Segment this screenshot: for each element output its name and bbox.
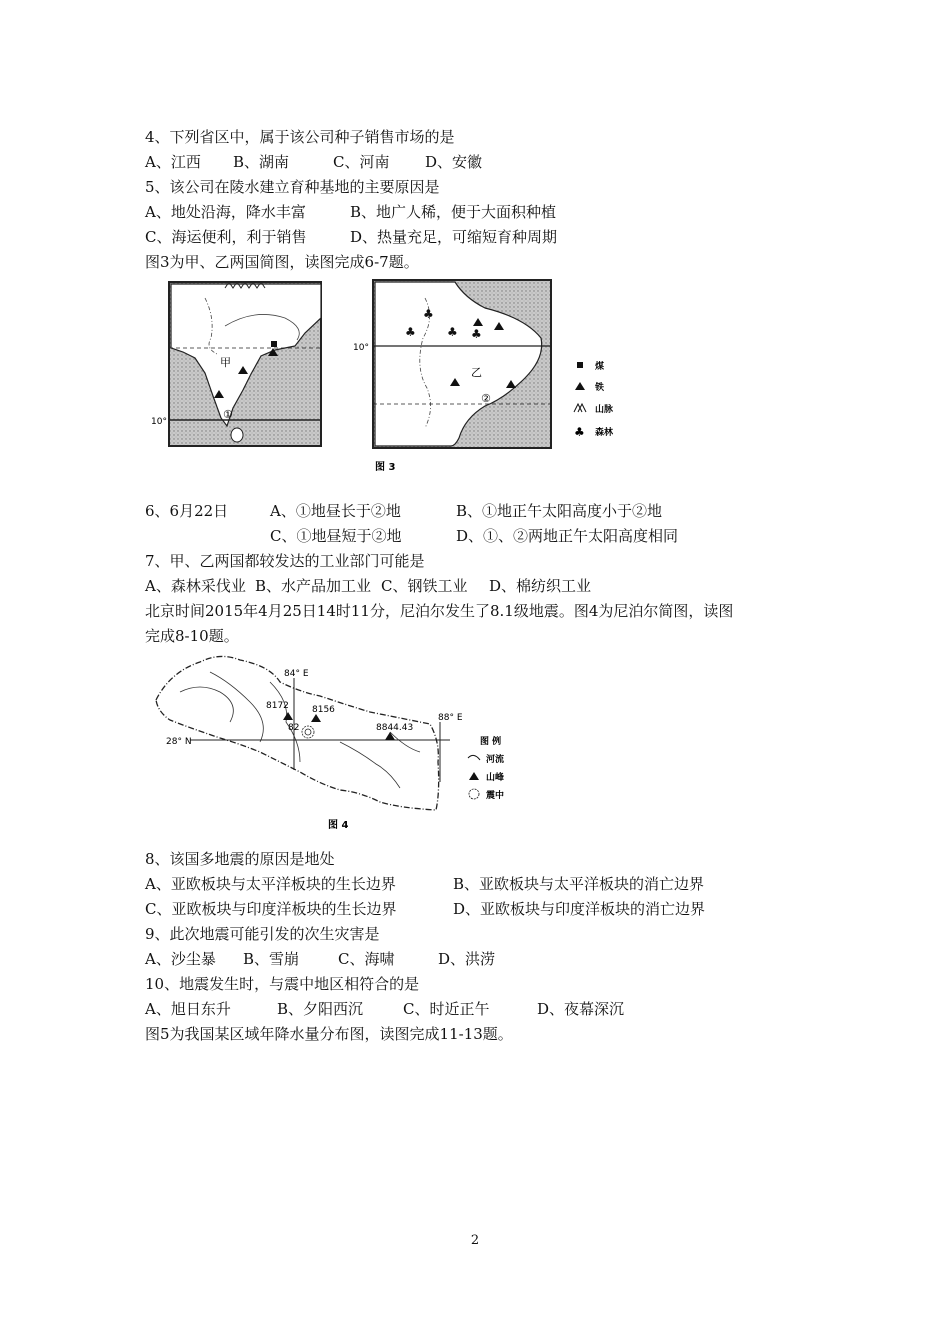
lon-88-label: 88° E <box>438 713 463 723</box>
intro-8-10-line1: 北京时间2015年4月25日14时11分，尼泊尔发生了8.1级地震。图4为尼泊尔简图，读图 <box>145 602 734 620</box>
option-c: C、时近正午 <box>403 1000 490 1018</box>
intro-6-7: 图3为甲、乙两国简图，读图完成6-7题。 <box>145 253 419 271</box>
lat-label-left: 10° <box>151 417 167 427</box>
river-symbol <box>468 755 480 760</box>
question-8-options-row2 <box>145 899 705 919</box>
option-d: D、亚欧板块与印度洋板块的消亡边界 <box>453 900 706 918</box>
label-yi: 乙 <box>471 366 482 379</box>
option-d: D、洪涝 <box>438 950 496 968</box>
label-jia: 甲 <box>220 356 231 369</box>
option-d: D、①、②两地正午太阳高度相同 <box>456 527 679 545</box>
option-a: A、江西 <box>145 153 201 171</box>
option-a: A、地处沿海，降水丰富 <box>145 203 306 221</box>
iron-symbol <box>575 382 585 390</box>
mountain-symbol <box>574 404 586 412</box>
legend-coal: 煤 <box>595 362 605 372</box>
svg-text:♣: ♣ <box>471 327 482 341</box>
figure-4-caption: 图 4 <box>328 820 349 831</box>
legend-peak: 山峰 <box>486 773 505 783</box>
option-b: B、亚欧板块与太平洋板块的消亡边界 <box>453 875 705 893</box>
option-d: D、棉纺织工业 <box>489 577 592 595</box>
question-4-options <box>145 152 482 172</box>
question-5-options-row1 <box>145 202 556 222</box>
lon-84-label: 84° E <box>284 669 309 679</box>
figure-3-legend <box>574 360 614 439</box>
question-7-options <box>145 576 591 596</box>
coal-symbol <box>577 362 583 368</box>
intro-8-10-line2: 完成8-10题。 <box>145 627 239 645</box>
legend-title: 图 例 <box>480 737 502 747</box>
question-6-stem: 6、6月22日 <box>145 502 229 520</box>
marker-2: ② <box>481 392 491 405</box>
option-c: C、海啸 <box>338 950 395 968</box>
page-number: 2 <box>470 1233 480 1248</box>
legend-forest: 森林 <box>595 428 614 438</box>
map-yi-panel <box>353 280 551 448</box>
question-10-options <box>145 999 624 1019</box>
option-b: B、地广人稀，便于大面积种植 <box>350 203 557 221</box>
question-8-options-row1 <box>145 874 704 894</box>
lat-label-right: 10° <box>353 343 369 353</box>
peak-symbol <box>469 772 479 780</box>
option-c: C、钢铁工业 <box>381 577 468 595</box>
intro-11-13: 图5为我国某区域年降水量分布图，读图完成11-13题。 <box>145 1025 513 1043</box>
option-a: A、亚欧板块与太平洋板块的生长边界 <box>145 875 396 893</box>
question-5-options-row2 <box>145 227 557 247</box>
option-c: C、亚欧板块与印度洋板块的生长边界 <box>145 900 397 918</box>
option-d: D、夜幕深沉 <box>537 1000 625 1018</box>
question-5-stem: 5、该公司在陵水建立育种基地的主要原因是 <box>145 178 440 196</box>
option-b: B、①地正午太阳高度小于②地 <box>456 502 663 520</box>
option-a: A、沙尘暴 <box>145 950 216 968</box>
legend-epicenter: 震中 <box>486 791 505 801</box>
legend-river: 河流 <box>486 755 505 765</box>
option-b: B、湖南 <box>233 153 290 171</box>
svg-text:♣: ♣ <box>405 325 416 339</box>
option-d: D、安徽 <box>425 153 483 171</box>
question-4-stem: 4、下列省区中，属于该公司种子销售市场的是 <box>145 128 455 146</box>
question-8-stem: 8、该国多地震的原因是地处 <box>145 850 335 868</box>
question-7-stem: 7、甲、乙两国都较发达的工业部门可能是 <box>145 552 425 570</box>
option-c: C、海运便利，利于销售 <box>145 228 307 246</box>
marker-1: ① <box>223 408 233 421</box>
option-b: B、雪崩 <box>243 950 300 968</box>
map-jia-panel <box>169 282 321 446</box>
option-b: B、夕阳西沉 <box>277 1000 364 1018</box>
legend-iron: 铁 <box>595 383 605 393</box>
figure-4-legend <box>468 735 504 801</box>
option-c: C、河南 <box>333 153 390 171</box>
peak-8172: 8172 <box>266 701 289 711</box>
option-a: A、①地昼长于②地 <box>270 502 401 520</box>
epicenter-symbol <box>469 789 479 799</box>
option-c: C、①地昼短于②地 <box>270 527 402 545</box>
lat-28-label: 28° N <box>166 737 192 747</box>
figure-4-map <box>150 652 530 832</box>
option-d: D、热量充足，可缩短育种周期 <box>350 228 558 246</box>
question-9-options <box>145 949 495 969</box>
question-6-row2 <box>145 526 678 546</box>
option-b: B、水产品加工业 <box>255 577 372 595</box>
question-9-stem: 9、此次地震可能引发的次生灾害是 <box>145 925 380 943</box>
option-a: A、旭日东升 <box>145 1000 231 1018</box>
peak-8156: 8156 <box>312 705 335 715</box>
peak-8844: 8844.43 <box>376 723 414 733</box>
option-a: A、森林采伐业 <box>145 577 246 595</box>
peak-82: 82 <box>288 723 300 733</box>
figure-3-map <box>151 278 645 478</box>
legend-mountain: 山脉 <box>595 405 614 415</box>
svg-text:♣: ♣ <box>423 307 434 321</box>
question-10-stem: 10、地震发生时，与震中地区相符合的是 <box>145 975 420 993</box>
question-6-row1 <box>145 501 662 521</box>
figure-3-caption: 图 3 <box>375 462 396 473</box>
svg-text:♣: ♣ <box>447 325 458 339</box>
forest-symbol: ♣ <box>574 425 585 439</box>
